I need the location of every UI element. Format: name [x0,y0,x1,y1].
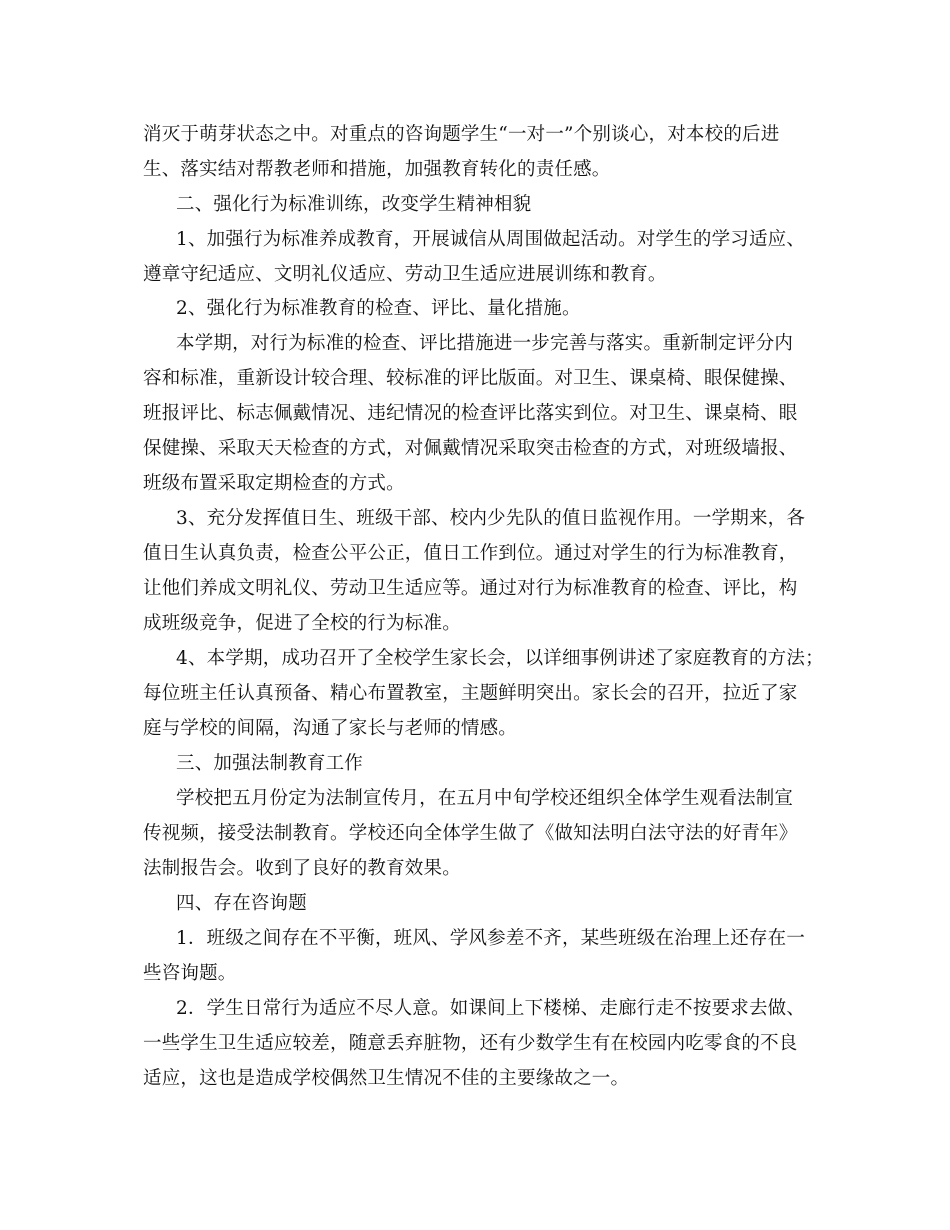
text-line: 2、强化行为标准教育的检查、评比、量化措施。 [176,298,581,319]
text-line: 1．班级之间存在不平衡，班风、学风参差不齐，某些班级在治理上还存在一 [176,928,806,949]
text-line: 每位班主任认真预备、精心布置教室，主题鲜明突出。家长会的召开，拉近了家 [143,683,798,704]
section-heading: 三、加强法制教育工作 [176,753,364,774]
text-line: 容和标准，重新设计较合理、较标准的评比版面。对卫生、课桌椅、眼保健操、 [143,368,798,389]
text-line: 成班级竞争，促进了全校的行为标准。 [143,613,461,634]
text-line: 3、充分发挥值日生、班级干部、校内少先队的值日监视作用。一学期来，各 [176,508,806,529]
text-line: 1、加强行为标准养成教育，开展诚信从周围做起活动。对学生的学习适应、 [176,229,806,250]
text-line: 本学期，对行为标准的检查、评比措施进一步完善与落实。重新制定评分内 [176,333,794,354]
text-line: 4、本学期，成功召开了全校学生家长会，以详细事例讲述了家庭教育的方法； [176,648,824,669]
text-line: 些咨询题。 [143,963,237,984]
text-line: 庭与学校的间隔，沟通了家长与老师的情感。 [143,718,518,739]
text-line: 班级布置采取定期检查的方式。 [143,473,405,494]
text-line: 生、落实结对帮教老师和措施，加强教育转化的责任感。 [143,159,611,180]
section-heading: 二、强化行为标准训练，改变学生精神相貌 [176,194,532,215]
text-line: 遵章守纪适应、文明礼仪适应、劳动卫生适应进展训练和教育。 [143,264,667,285]
text-line: 消灭于萌芽状态之中。对重点的咨询题学生“一对一”个别谈心，对本校的后进 [143,124,780,145]
text-line: 班报评比、标志佩戴情况、违纪情况的检查评比落实到位。对卫生、课桌椅、眼 [143,403,798,424]
text-line: 传视频，接受法制教育。学校还向全体学生做了《做知法明白法守法的好青年》 [143,823,798,844]
text-line: 适应，这也是造成学校偶然卫生情况不佳的主要缘故之一。 [143,1068,630,1089]
text-line: 值日生认真负责，检查公平公正，值日工作到位。通过对学生的行为标准教育， [143,543,798,564]
text-line: 法制报告会。收到了良好的教育效果。 [143,858,461,879]
text-line: 让他们养成文明礼仪、劳动卫生适应等。通过对行为标准教育的检查、评比，构 [143,578,798,599]
text-line: 2．学生日常行为适应不尽人意。如课间上下楼梯、走廊行走不按要求去做、 [176,998,806,1019]
text-line: 保健操、采取天天检查的方式，对佩戴情况采取突击检查的方式，对班级墙报、 [143,438,798,459]
text-line: 学校把五月份定为法制宣传月，在五月中旬学校还组织全体学生观看法制宣 [176,788,794,809]
section-heading: 四、存在咨询题 [176,893,307,914]
text-line: 一些学生卫生适应较差，随意丢弃脏物，还有少数学生有在校园内吃零食的不良 [143,1033,798,1054]
